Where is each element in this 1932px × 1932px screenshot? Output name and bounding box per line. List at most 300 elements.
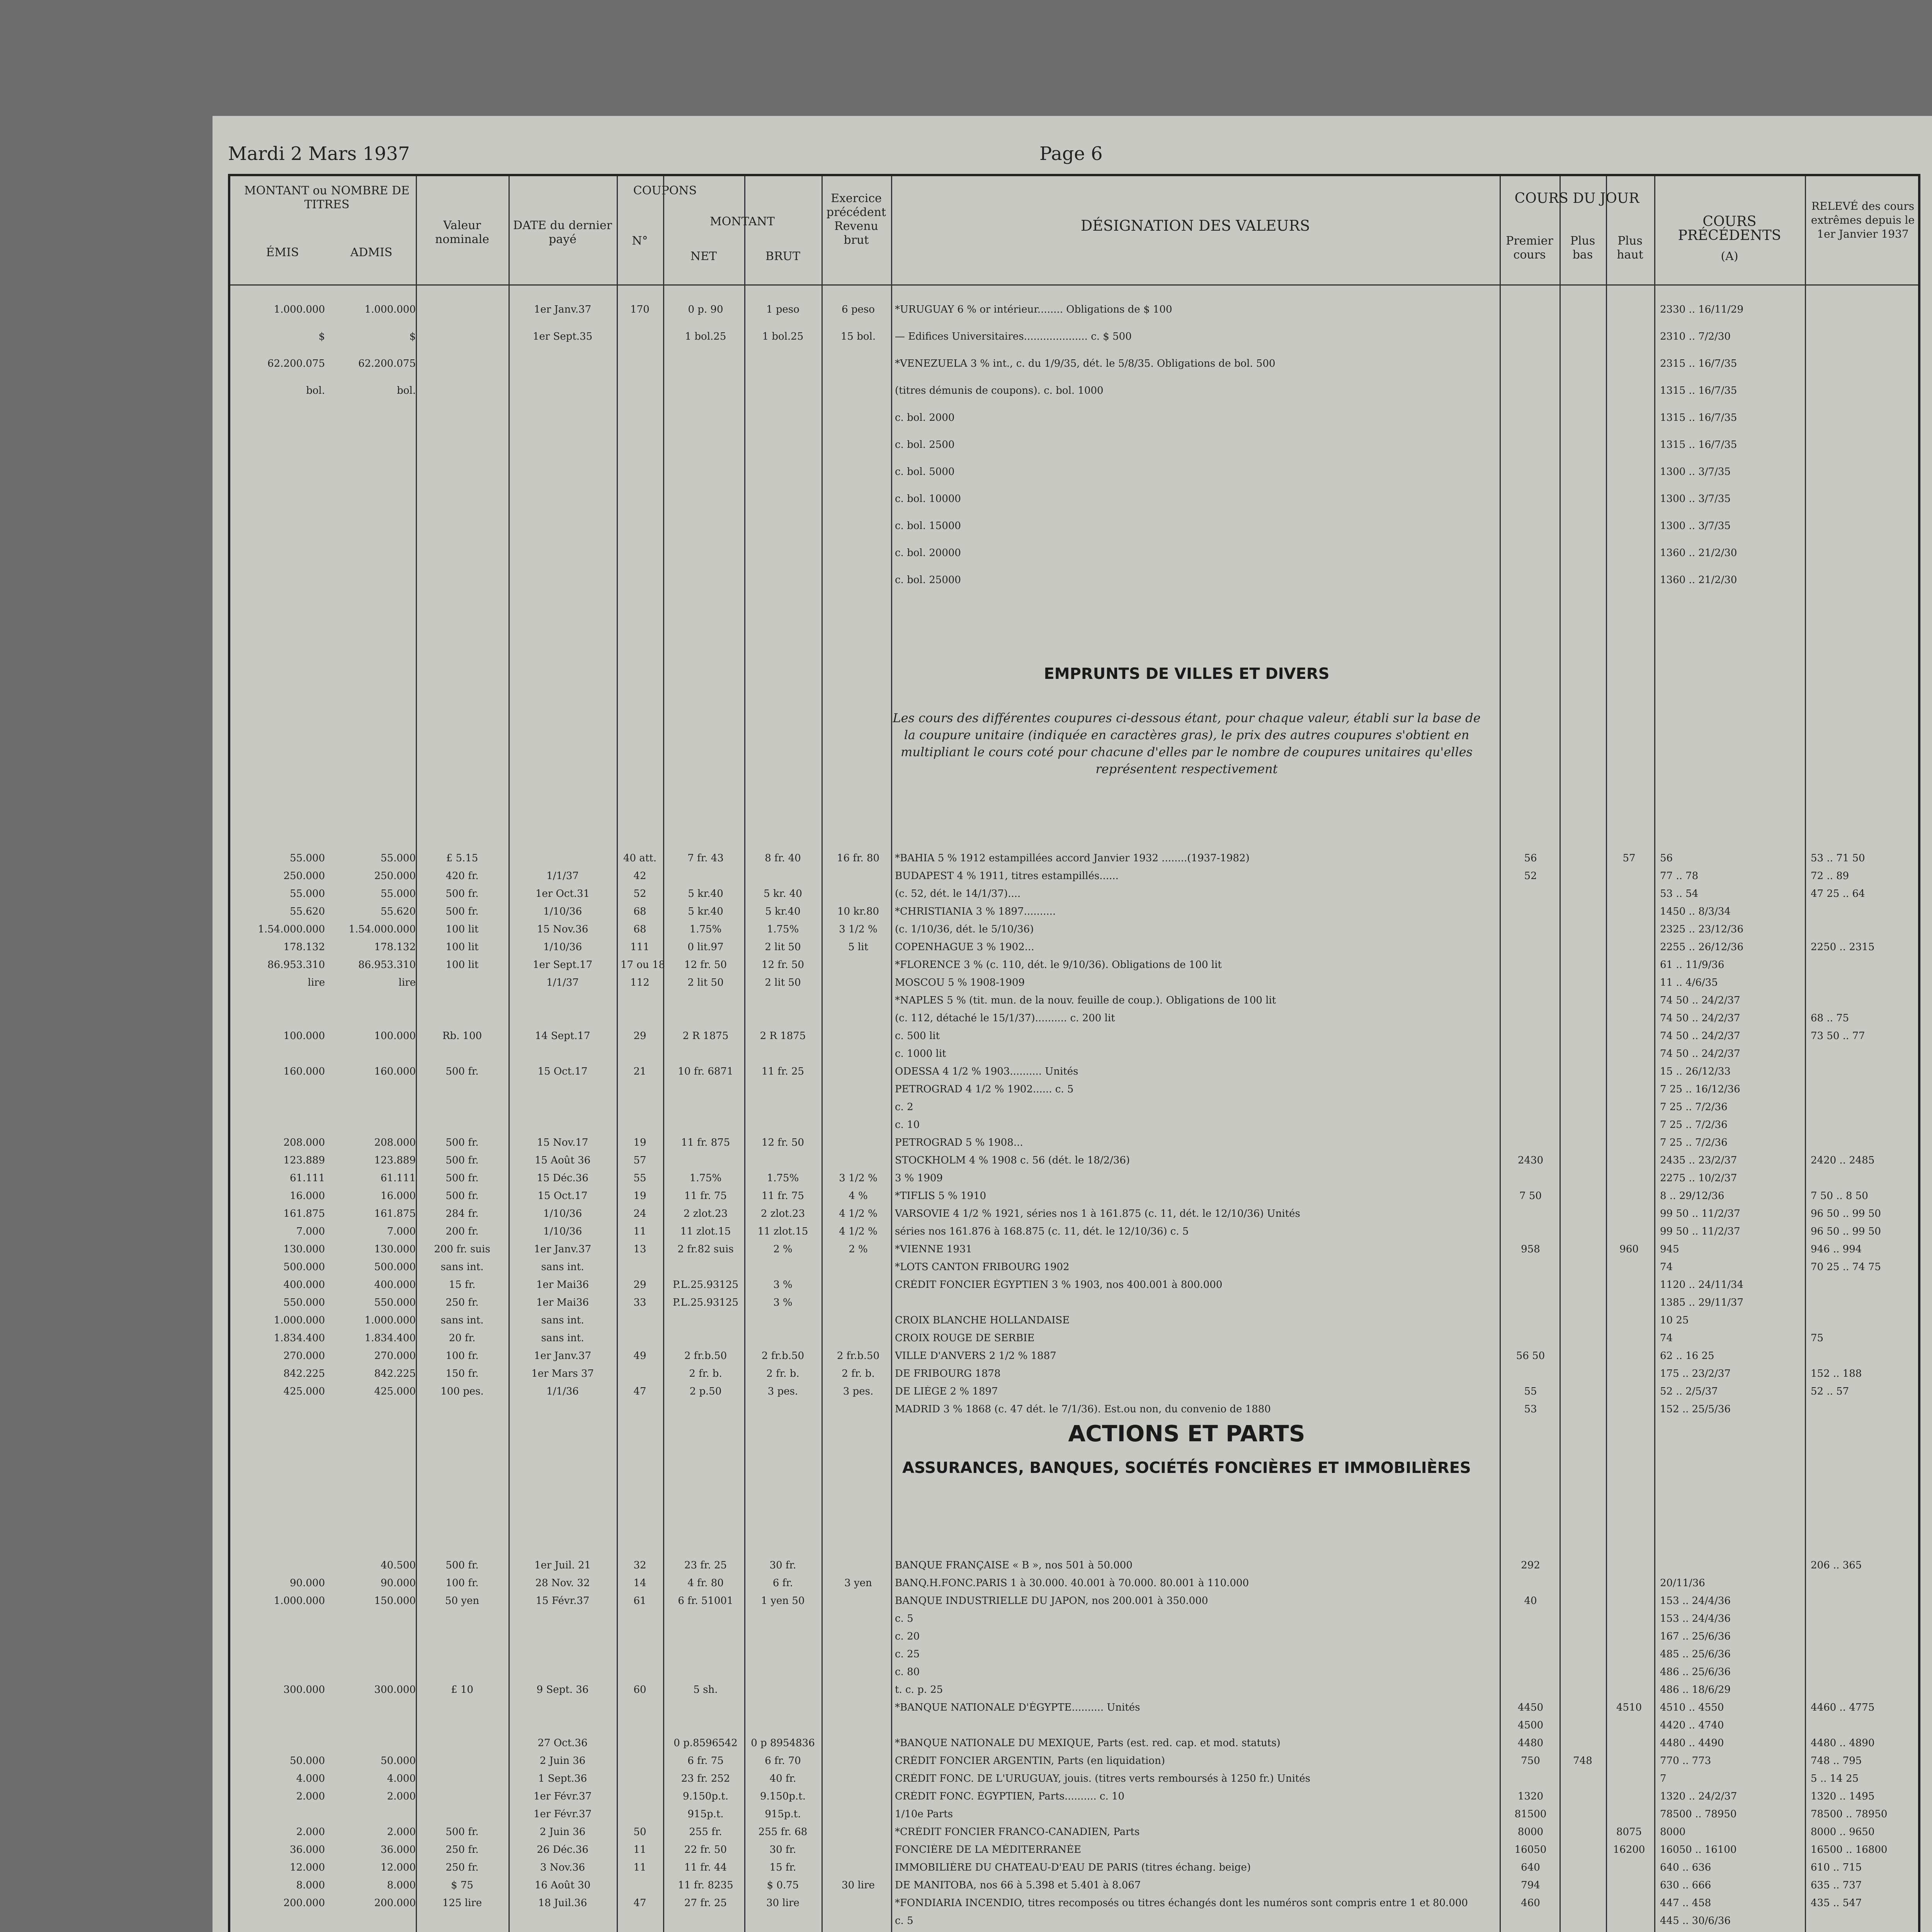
cell-nominal: £ 10: [451, 1684, 473, 1696]
cell-cours-precedents: 2325 .. 23/12/36: [1660, 923, 1743, 935]
col-brut: BRUT: [765, 250, 800, 263]
table-row: [230, 1297, 1918, 1310]
cell-net: 2 fr.b.50: [684, 1350, 727, 1362]
table-row: [230, 358, 1918, 371]
table-row: [230, 1897, 1918, 1910]
cell-revenu: 2 fr.b.50: [837, 1350, 880, 1362]
table-row: [230, 520, 1918, 533]
cell-cours-precedents: 445 .. 30/6/36: [1660, 1915, 1731, 1927]
cell-admis: 50.000: [381, 1755, 416, 1767]
cell-designation: c. 1000 lit: [895, 1048, 946, 1060]
cell-cours-precedents: 1385 .. 29/11/37: [1660, 1297, 1743, 1308]
cell-nominal: 200 fr. suis: [434, 1243, 490, 1255]
cell-coupon-date: 1er Févr.37: [533, 1808, 592, 1820]
cell-coupon-no: 61: [633, 1595, 646, 1607]
cell-coupon-no: 49: [633, 1350, 646, 1362]
table-row: [230, 1826, 1918, 1839]
cell-admis: 16.000: [381, 1190, 416, 1202]
table-row: [230, 1648, 1918, 1662]
cell-coupon-date: 1er Janv.37: [534, 1243, 592, 1255]
cell-nominal: sans int.: [440, 1315, 484, 1326]
cell-premier-cours: 81500: [1514, 1808, 1547, 1820]
cell-net: 255 fr.: [689, 1826, 722, 1838]
cell-emis: 160.000: [283, 1066, 325, 1077]
cell-designation: ODESSA 4 1/2 % 1903.......... Unités: [895, 1066, 1078, 1077]
cell-designation: c. bol. 25000: [895, 574, 961, 586]
cell-nominal: 500 fr.: [446, 1137, 479, 1148]
table-row: [230, 1666, 1918, 1679]
cell-coupon-date: 27 Oct.36: [537, 1737, 588, 1749]
cell-brut: 12 fr. 50: [761, 959, 804, 971]
cell-cours-precedents: 153 .. 24/4/36: [1660, 1613, 1731, 1624]
cell-cours-precedents: 74 50 .. 24/2/37: [1660, 995, 1740, 1006]
cell-cours-precedents: 10 25: [1660, 1315, 1689, 1326]
cell-cours-precedents: 630 .. 666: [1660, 1879, 1711, 1891]
cell-brut: 1.75%: [767, 923, 799, 935]
table-row: [230, 1172, 1918, 1185]
cell-cours-precedents: 2435 .. 23/2/37: [1660, 1155, 1737, 1166]
cell-cours-precedents: 4480 .. 4490: [1660, 1737, 1724, 1749]
cell-emis: 1.000.000: [274, 304, 325, 315]
cell-nominal: 20 fr.: [449, 1332, 476, 1344]
quotation-table: [228, 174, 1920, 1932]
cell-coupon-no: 47: [633, 1386, 646, 1397]
cell-designation: BUDAPEST 4 % 1911, titres estampillés......: [895, 870, 1119, 882]
cell-emis: 123.889: [283, 1155, 325, 1166]
cell-premier-cours: 40: [1524, 1595, 1537, 1607]
cell-designation: *URUGUAY 6 % or intérieur........ Obligations de $ 100: [895, 304, 1172, 315]
cell-emis: 55.620: [290, 906, 325, 917]
cell-admis: 55.000: [381, 888, 416, 900]
cell-coupon-date: 1er Oct.31: [535, 888, 590, 900]
cell-designation: *VIENNE 1931: [895, 1243, 972, 1255]
cell-admis: 36.000: [381, 1844, 416, 1855]
cell-cours-precedents: 74 50 .. 24/2/37: [1660, 1030, 1740, 1042]
cell-cours-precedents: 77 .. 78: [1660, 870, 1699, 882]
cell-coupon-no: 50: [633, 1826, 646, 1838]
cell-designation: CROIX BLANCHE HOLLANDAISE: [895, 1315, 1070, 1326]
cell-coupon-no: 111: [630, 941, 650, 953]
cell-net: 1.75%: [689, 1172, 722, 1184]
cell-nominal: 100 lit: [446, 923, 479, 935]
cell-plus-haut: 4510: [1616, 1702, 1642, 1713]
cell-net: 0 lit.97: [687, 941, 724, 953]
cell-cours-precedents: 167 .. 25/6/36: [1660, 1631, 1731, 1642]
cell-admis: lire: [398, 977, 416, 988]
cell-brut: 915p.t.: [765, 1808, 801, 1820]
cell-cours-precedents: 4420 .. 4740: [1660, 1719, 1724, 1731]
col-montant-titres: MONTANT ou NOMBRE DE TITRES: [244, 184, 410, 211]
section-actions: ACTIONS ET PARTS: [1068, 1420, 1305, 1447]
cell-nominal: 250 fr.: [446, 1297, 479, 1308]
table-row: [230, 1243, 1918, 1257]
cell-emis: 1.000.000: [274, 1315, 325, 1326]
cell-coupon-date: 1er Janv.37: [534, 304, 592, 315]
cell-cours-precedents: 1360 .. 21/2/30: [1660, 574, 1737, 586]
cell-coupon-date: 1/10/36: [543, 1208, 582, 1219]
cell-designation: séries nos 161.876 à 168.875 (c. 11, dét. le 12/10/36) c. 5: [895, 1226, 1189, 1237]
cell-net: P.L.25.93125: [672, 1279, 739, 1291]
cell-revenu: 3 1/2 %: [839, 1172, 878, 1184]
cell-releve: 53 .. 71 50: [1811, 852, 1865, 864]
cell-nominal: 500 fr.: [446, 1560, 479, 1571]
cell-cours-precedents: 1450 .. 8/3/34: [1660, 906, 1731, 917]
cell-coupon-no: 40 att.: [623, 852, 656, 864]
cell-net: 11 zlot.15: [680, 1226, 731, 1237]
cell-designation: CRÉDIT FONCIER ARGENTIN, Parts (en liquidation): [895, 1755, 1165, 1767]
cell-designation: COPENHAGUE 3 % 1902...: [895, 941, 1034, 953]
table-row: [230, 1613, 1918, 1626]
cell-admis: bol.: [397, 385, 416, 396]
cell-releve: 4480 .. 4890: [1811, 1737, 1875, 1749]
cell-releve: 4460 .. 4775: [1811, 1702, 1875, 1713]
cell-coupon-date: 16 Août 30: [534, 1879, 591, 1891]
cell-nominal: 100 lit: [446, 941, 479, 953]
cell-cours-precedents: 2330 .. 16/11/29: [1660, 304, 1743, 315]
cell-emis: bol.: [306, 385, 325, 396]
cell-emis: 500.000: [283, 1261, 325, 1273]
col-coupons: COUPONS: [633, 184, 697, 197]
section-emprunts: EMPRUNTS DE VILLES ET DIVERS: [1044, 665, 1330, 683]
cell-net: 5 kr.40: [688, 906, 723, 917]
cell-nominal: 15 fr.: [449, 1279, 476, 1291]
cell-admis: 130.000: [374, 1243, 416, 1255]
cell-cours-precedents: 1120 .. 24/11/34: [1660, 1279, 1743, 1291]
cell-net: 6 fr. 51001: [678, 1595, 733, 1607]
table-row: [230, 1808, 1918, 1821]
table-row: [230, 466, 1918, 479]
table-row: [230, 1862, 1918, 1875]
cell-designation: *VENEZUELA 3 % int., c. du 1/9/35, dét. le 5/8/35. Obligations de bol. 500: [895, 358, 1276, 369]
table-row: [230, 1560, 1918, 1573]
cell-nominal: 500 fr.: [446, 906, 479, 917]
cell-net: 1.75%: [689, 923, 722, 935]
cell-net: 2 fr.82 suis: [677, 1243, 734, 1255]
cell-coupon-no: 19: [633, 1137, 646, 1148]
cell-brut: 8 fr. 40: [765, 852, 801, 864]
table-row: [230, 1101, 1918, 1114]
table-row: [230, 1350, 1918, 1363]
cell-coupon-date: 15 Nov.36: [537, 923, 588, 935]
table-row: [230, 1012, 1918, 1026]
col-cours-precedents-note: (A): [1721, 250, 1738, 263]
cell-cours-precedents: 74: [1660, 1332, 1673, 1344]
cell-revenu: 4 1/2 %: [839, 1226, 878, 1237]
cell-emis: 61.111: [290, 1172, 325, 1184]
cell-coupon-date: 1/10/36: [543, 941, 582, 953]
cell-releve: 78500 .. 78950: [1811, 1808, 1888, 1820]
cell-premier-cours: 8000: [1517, 1826, 1544, 1838]
cell-admis: 8.000: [387, 1879, 416, 1891]
cell-net: 0 p.8596542: [673, 1737, 738, 1749]
cell-nominal: sans int.: [440, 1261, 484, 1273]
cell-releve: 75: [1811, 1332, 1824, 1344]
cell-net: 915p.t.: [687, 1808, 724, 1820]
table-row: [230, 1844, 1918, 1857]
cell-coupon-date: 18 Juil.36: [538, 1897, 587, 1909]
col-designation: DÉSIGNATION DES VALEURS: [1080, 217, 1310, 234]
table-row: [230, 412, 1918, 425]
cell-designation: *CRÉDIT FONCIER FRANCO-CANADIEN, Parts: [895, 1826, 1140, 1838]
cell-premier-cours: 1320: [1517, 1791, 1544, 1802]
cell-premier-cours: 56: [1524, 852, 1537, 864]
cell-brut: 3 %: [773, 1279, 793, 1291]
col-emis: ÉMIS: [266, 246, 299, 259]
table-row: [230, 331, 1918, 344]
cell-cours-precedents: 7 25 .. 16/12/36: [1660, 1083, 1740, 1095]
table-row: [230, 1386, 1918, 1399]
cell-net: 23 fr. 25: [684, 1560, 727, 1571]
cell-admis: 400.000: [374, 1279, 416, 1291]
cell-coupon-no: 52: [633, 888, 646, 900]
cell-emis: 4.000: [296, 1773, 325, 1784]
cell-cours-precedents: 7: [1660, 1773, 1667, 1784]
cell-nominal: 420 fr.: [446, 870, 479, 882]
cell-designation: *BANQUE NATIONALE D'ÉGYPTE.......... Unités: [895, 1702, 1140, 1713]
cell-admis: 550.000: [374, 1297, 416, 1308]
cell-emis: 86.953.310: [267, 959, 325, 971]
col-net: NET: [690, 250, 717, 263]
cell-cours-precedents: 7 25 .. 7/2/36: [1660, 1119, 1728, 1131]
cell-brut: 3 pes.: [767, 1386, 798, 1397]
cell-cours-precedents: 99 50 .. 11/2/37: [1660, 1208, 1740, 1219]
cell-coupon-date: sans int.: [541, 1332, 584, 1344]
cell-admis: 1.000.000: [364, 1315, 416, 1326]
table-row: [230, 1208, 1918, 1221]
cell-coupon-no: 170: [630, 304, 650, 315]
cell-plus-haut: 8075: [1616, 1826, 1642, 1838]
table-row: [230, 977, 1918, 990]
table-row: [230, 1030, 1918, 1043]
table-row: [230, 941, 1918, 954]
cell-premier-cours: 292: [1521, 1560, 1540, 1571]
table-row: [230, 385, 1918, 398]
cell-brut: 2 lit 50: [765, 941, 801, 953]
cell-cours-precedents: 4510 .. 4550: [1660, 1702, 1724, 1713]
cell-revenu: 3 yen: [844, 1577, 872, 1589]
cell-revenu: 6 peso: [842, 304, 875, 315]
table-row: [230, 439, 1918, 452]
cell-releve: 96 50 .. 99 50: [1811, 1226, 1881, 1237]
cell-coupon-date: 1er Mai36: [536, 1297, 589, 1308]
cell-admis: 1.000.000: [364, 304, 416, 315]
cell-brut: 30 lire: [766, 1897, 799, 1909]
cell-brut: 11 zlot.15: [757, 1226, 808, 1237]
cell-designation: c. bol. 2000: [895, 412, 955, 423]
cell-designation: PETROGRAD 5 % 1908...: [895, 1137, 1023, 1148]
cell-designation: c. bol. 15000: [895, 520, 961, 532]
cell-coupon-no: 60: [633, 1684, 646, 1696]
cell-plus-bas: 748: [1573, 1755, 1592, 1767]
cell-designation: VARSOVIE 4 1/2 % 1921, séries nos 1 à 161.875 (c. 11, dét. le 12/10/36) Unités: [895, 1208, 1300, 1219]
cell-admis: 4.000: [387, 1773, 416, 1784]
cell-releve: 5 .. 14 25: [1811, 1773, 1859, 1784]
cell-coupon-date: 14 Sept.17: [535, 1030, 590, 1042]
cell-designation: DE MANITOBA, nos 66 à 5.398 et 5.401 à 8.067: [895, 1879, 1141, 1891]
cell-net: 11 fr. 8235: [678, 1879, 733, 1891]
page-header: [228, 143, 1920, 166]
table-row: [230, 1755, 1918, 1768]
cell-nominal: 100 fr.: [446, 1350, 479, 1362]
cell-admis: 500.000: [374, 1261, 416, 1273]
cell-brut: 255 fr. 68: [758, 1826, 808, 1838]
col-valeur-nominale: Valeur nominale: [435, 219, 489, 246]
cell-net: 23 fr. 252: [681, 1773, 730, 1784]
cell-nominal: 50 yen: [445, 1595, 480, 1607]
cell-releve: 68 .. 75: [1811, 1012, 1849, 1024]
cell-admis: 160.000: [374, 1066, 416, 1077]
cell-designation: (c. 52, dét. le 14/1/37)....: [895, 888, 1021, 900]
cell-coupon-date: 15 Oct.17: [537, 1190, 588, 1202]
cell-net: 22 fr. 50: [684, 1844, 727, 1855]
cell-designation: IMMOBILIÈRE DU CHATEAU-D'EAU DE PARIS (titres échang. beige): [895, 1862, 1251, 1873]
table-row: [230, 1226, 1918, 1239]
cell-coupon-date: 15 Oct.17: [537, 1066, 588, 1077]
cell-designation: c. 5: [895, 1915, 913, 1927]
cell-cours-precedents: 61 .. 11/9/36: [1660, 959, 1725, 971]
cell-cours-precedents: 1300 .. 3/7/35: [1660, 466, 1731, 478]
table-row: [230, 1279, 1918, 1292]
cell-net: 9.150p.t.: [682, 1791, 729, 1802]
cell-brut: 40 fr.: [769, 1773, 796, 1784]
cell-designation: c. bol. 20000: [895, 547, 961, 559]
cell-designation: MOSCOU 5 % 1908-1909: [895, 977, 1025, 988]
table-row: [230, 1577, 1918, 1590]
cell-coupon-no: 32: [633, 1560, 646, 1571]
cell-cours-precedents: 1300 .. 3/7/35: [1660, 520, 1731, 532]
col-montant: MONTANT: [710, 215, 775, 228]
cell-emis: 62.200.075: [267, 358, 325, 369]
cell-premier-cours: 4500: [1517, 1719, 1544, 1731]
cell-cours-precedents: 78500 .. 78950: [1660, 1808, 1737, 1820]
cell-brut: 30 fr.: [769, 1560, 796, 1571]
cell-brut: 11 fr. 25: [761, 1066, 804, 1077]
cell-brut: 1 yen 50: [761, 1595, 805, 1607]
cell-designation: 1/10e Parts: [895, 1808, 953, 1820]
cell-plus-haut: 960: [1619, 1243, 1639, 1255]
cell-cours-precedents: 62 .. 16 25: [1660, 1350, 1714, 1362]
table-row: [230, 995, 1918, 1008]
page-date: Mardi 2 Mars 1937: [228, 143, 410, 165]
cell-cours-precedents: 1315 .. 16/7/35: [1660, 412, 1737, 423]
col-cours-precedents: COURS PRÉCÉDENTS: [1678, 214, 1781, 243]
table-row: [230, 1791, 1918, 1804]
cell-emis: 8.000: [296, 1879, 325, 1891]
cell-releve: 72 .. 89: [1811, 870, 1849, 882]
cell-coupon-date: 1/1/37: [546, 977, 579, 988]
cell-coupon-date: 15 Déc.36: [537, 1172, 588, 1184]
cell-admis: 208.000: [374, 1137, 416, 1148]
cell-emis: 12.000: [290, 1862, 325, 1873]
cell-designation: — Edifices Universitaires.................... c. $ 500: [895, 331, 1132, 342]
cell-coupon-date: 1er Juil. 21: [534, 1560, 591, 1571]
cell-net: 6 fr. 75: [687, 1755, 724, 1767]
cell-designation: c. 500 lit: [895, 1030, 940, 1042]
cell-releve: 16500 .. 16800: [1811, 1844, 1888, 1855]
cell-designation: *CHRISTIANIA 3 % 1897..........: [895, 906, 1056, 917]
cell-admis: 270.000: [374, 1350, 416, 1362]
cell-net: 7 fr. 43: [687, 852, 724, 864]
col-plus-bas: Plus bas: [1570, 234, 1595, 262]
table-row: [230, 1315, 1918, 1328]
section-emprunts-note: Les cours des différentes coupures ci-dessous étant, pour chaque valeur, établi sur la base de la coupure unitaire (indiquée en caractères gras), le prix des autres coupures s'obtient en multipliant le cours coté pour chacune d'elles par le nombre de coupures unitaires qu'elles représentent respectivement: [893, 711, 1481, 776]
cell-cours-precedents: 2315 .. 16/7/35: [1660, 358, 1737, 369]
table-row: [230, 1155, 1918, 1168]
cell-designation: CRÉDIT FONC. ÉGYPTIEN, Parts.......... c. 10: [895, 1791, 1125, 1802]
cell-cours-precedents: 2255 .. 26/12/36: [1660, 941, 1743, 953]
table-row: [230, 574, 1918, 587]
cell-emis: 161.875: [283, 1208, 325, 1219]
col-admis: ADMIS: [350, 246, 393, 259]
cell-brut: 5 kr.40: [765, 906, 801, 917]
cell-net: 4 fr. 80: [687, 1577, 724, 1589]
cell-designation: *FLORENCE 3 % (c. 110, dét. le 9/10/36). Obligations de 100 lit: [895, 959, 1222, 971]
cell-net: 5 kr.40: [688, 888, 723, 900]
table-row: [230, 1702, 1918, 1715]
cell-revenu: 3 pes.: [843, 1386, 874, 1397]
table-row: [230, 888, 1918, 901]
cell-emis: 90.000: [290, 1577, 325, 1589]
cell-admis: 1.54.000.000: [349, 923, 416, 935]
cell-admis: 61.111: [381, 1172, 416, 1184]
table-row: [230, 1879, 1918, 1893]
cell-cours-precedents: 74 50 .. 24/2/37: [1660, 1012, 1740, 1024]
cell-emis: $: [318, 331, 325, 342]
cell-coupon-date: 1/1/37: [546, 870, 579, 882]
cell-designation: *NAPLES 5 % (tit. mun. de la nouv. feuille de coup.). Obligations de 100 lit: [895, 995, 1276, 1006]
cell-coupon-date: 9 Sept. 36: [536, 1684, 589, 1696]
cell-net: P.L.25.93125: [672, 1297, 739, 1308]
cell-cours-precedents: 20/11/36: [1660, 1577, 1705, 1589]
cell-designation: *BANQUE NATIONALE DU MEXIQUE, Parts (est. red. cap. et mod. statuts): [895, 1737, 1281, 1749]
cell-revenu: 3 1/2 %: [839, 923, 878, 935]
cell-designation: c. 2: [895, 1101, 913, 1113]
col-plus-haut: Plus haut: [1617, 234, 1643, 262]
table-row: [230, 959, 1918, 972]
cell-designation: (c. 112, détaché le 15/1/37).......... c. 200 lit: [895, 1012, 1115, 1024]
cell-admis: 123.889: [374, 1155, 416, 1166]
cell-coupon-date: 1er Sept.17: [532, 959, 593, 971]
cell-nominal: 150 fr.: [446, 1368, 479, 1379]
cell-admis: 150.000: [374, 1595, 416, 1607]
cell-admis: 2.000: [387, 1826, 416, 1838]
cell-coupon-date: 1er Janv.37: [534, 1350, 592, 1362]
cell-nominal: 500 fr.: [446, 1190, 479, 1202]
cell-designation: DE LIÈGE 2 % 1897: [895, 1386, 998, 1397]
cell-brut: 2 fr.b.50: [761, 1350, 804, 1362]
col-cours-du-jour: COURS DU JOUR: [1514, 190, 1639, 206]
cell-coupon-no: 55: [633, 1172, 646, 1184]
cell-coupon-no: 57: [633, 1155, 646, 1166]
cell-releve: 748 .. 795: [1811, 1755, 1862, 1767]
table-row: [230, 1083, 1918, 1097]
cell-emis: 300.000: [283, 1684, 325, 1696]
cell-designation: 3 % 1909: [895, 1172, 943, 1184]
cell-emis: 270.000: [283, 1350, 325, 1362]
cell-designation: (c. 1/10/36, dét. le 5/10/36): [895, 923, 1034, 935]
cell-admis: $: [409, 331, 416, 342]
cell-coupon-no: 11: [633, 1862, 646, 1873]
table-row: [230, 1332, 1918, 1345]
cell-coupon-date: 26 Déc.36: [537, 1844, 588, 1855]
cell-cours-precedents: 74 50 .. 24/2/37: [1660, 1048, 1740, 1060]
cell-admis: 250.000: [374, 870, 416, 882]
cell-releve: 8000 .. 9650: [1811, 1826, 1875, 1838]
cell-premier-cours: 55: [1524, 1386, 1537, 1397]
cell-releve: 2420 .. 2485: [1811, 1155, 1875, 1166]
cell-nominal: 500 fr.: [446, 1172, 479, 1184]
cell-cours-precedents: 486 .. 18/6/29: [1660, 1684, 1731, 1696]
